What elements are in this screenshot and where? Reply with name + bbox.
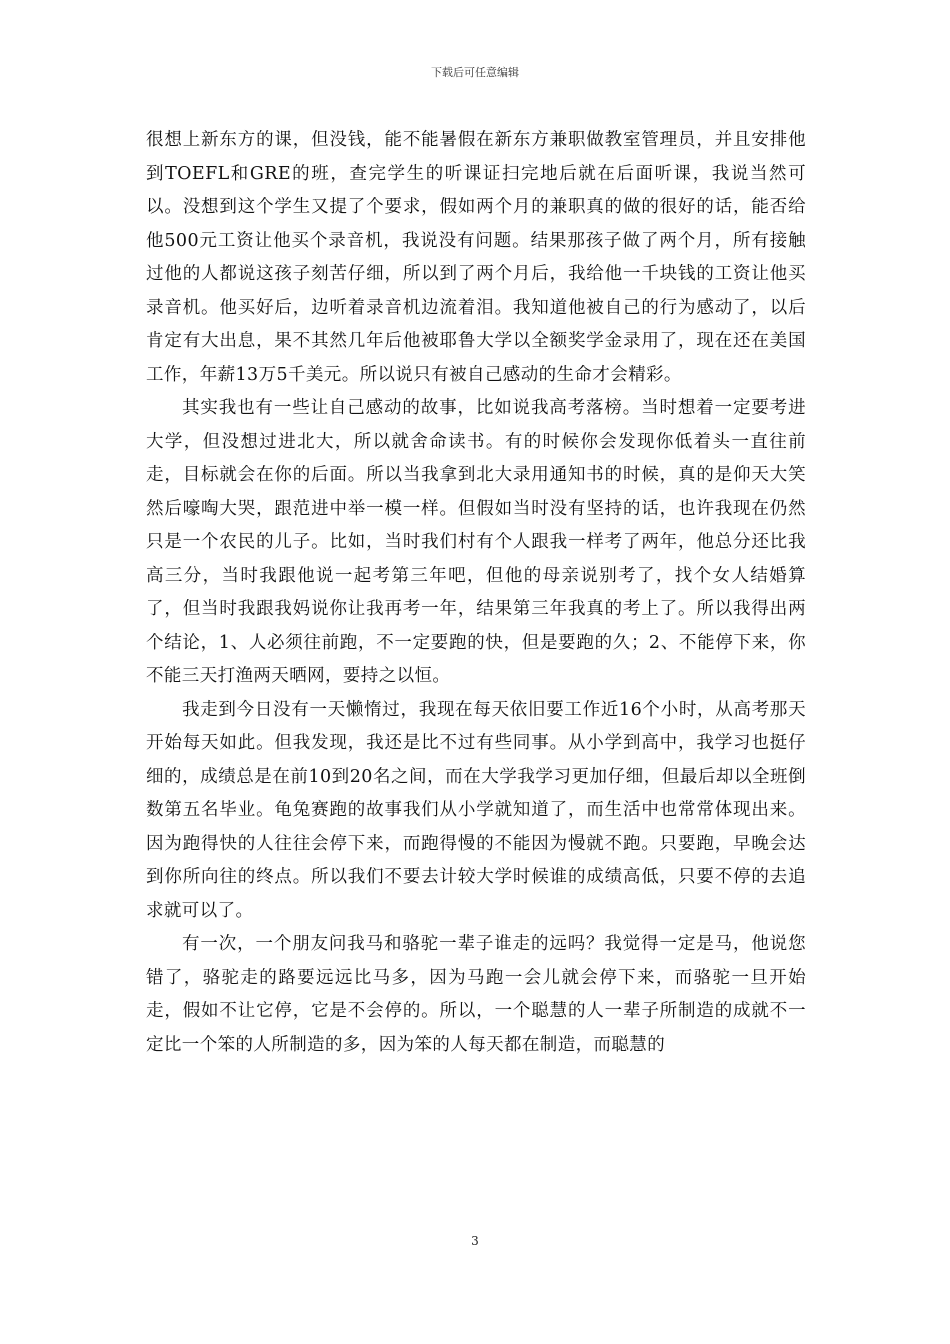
- page-header: 下载后可任意编辑: [431, 66, 519, 79]
- paragraph-3: 我走到今日没有一天懒惰过，我现在每天依旧要工作近16个小时，从高考那天开始每天如此。但我发现，我还是比不过有些同事。从小学到高中，我学习也挺仔细的，成绩总是在前10到20名之间，而在大学我学习更加仔细，但最后却以全班倒数第五名毕业。龟兔赛跑的故事我们从小学就知道了，而生活中也常常体现出来。因为跑得快的人往往会停下来，而跑得慢的不能因为慢就不跑。只要跑，早晚会达到你所向往的终点。所以我们不要去计较大学时候谁的成绩高低，只要不停的去追求就可以了。: [146, 699, 806, 921]
- paragraph-1: 很想上新东方的课，但没钱，能不能暑假在新东方兼职做教室管理员，并且安排他到TOEFL和GRE的班，查完学生的听课证扫完地后就在后面听课，我说当然可以。没想到这个学生又提了个要求，假如两个月的兼职真的做的很好的话，能否给他500元工资让他买个录音机，我说没有问题。结果那孩子做了两个月，所有接触过他的人都说这孩子刻苦仔细，所以到了两个月后，我给他一千块钱的工资让他买录音机。他买好后，边听着录音机边流着泪。我知道他被自己的行为感动了，以后肯定有大出息，果不其然几年后他被耶鲁大学以全额奖学金录用了，现在还在美国工作，年薪13万5千美元。所以说只有被自己感动的生命才会精彩。: [146, 130, 806, 385]
- paragraph-2: 其实我也有一些让自己感动的故事，比如说我高考落榜。当时想着一定要考进大学，但没想过进北大，所以就舍命读书。有的时候你会发现你低着头一直往前走，目标就会在你的后面。所以当我拿到北大录用通知书的时候，真的是仰天大笑然后嚎啕大哭，跟范进中举一模一样。但假如当时没有坚持的话，也许我现在仍然只是一个农民的儿子。比如，当时我们村有个人跟我一样考了两年，他总分还比我高三分，当时我跟他说一起考第三年吧，但他的母亲说别考了，找个女人结婚算了，但当时我跟我妈说你让我再考一年，结果第三年我真的考上了。所以我得出两个结论，1、人必须往前跑，不一定要跑的快，但是要跑的久；2、不能停下来，你不能三天打渔两天晒网，要持之以恒。: [146, 398, 806, 686]
- document-body: [146, 124, 806, 1062]
- page-number: 3: [471, 1234, 479, 1248]
- paragraph-4: 有一次，一个朋友问我马和骆驼一辈子谁走的远吗？我觉得一定是马，他说您错了，骆驼走的路要远远比马多，因为马跑一会儿就会停下来，而骆驼一旦开始走，假如不让它停，它是不会停的。所以，一个聪慧的人一辈子所制造的成就不一定比一个笨的人所制造的多，因为笨的人每天都在制造，而聪慧的: [146, 934, 806, 1055]
